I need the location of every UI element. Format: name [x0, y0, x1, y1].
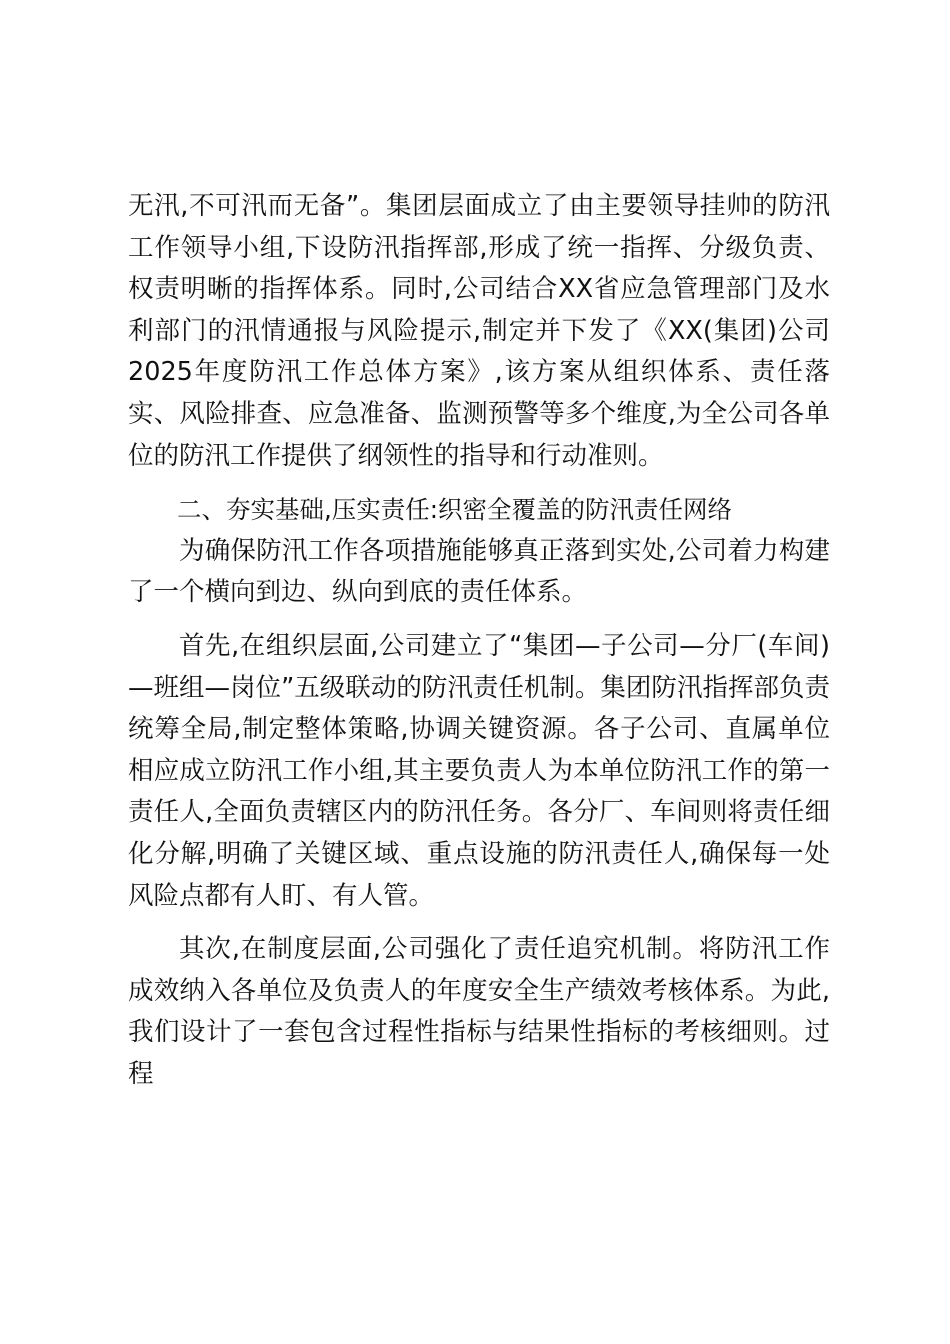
section-heading: 二、夯实基础,压实责任:织密全覆盖的防汛责任网络	[177, 495, 733, 525]
paragraph-intro: 为确保防汛工作各项措施能够真正落到实处,公司着力构建了一个横向到边、纵向到底的责任体系。	[128, 535, 830, 608]
paragraph-organization: 首先,在组织层面,公司建立了“集团—子公司—分厂(车间)—班组—岗位”五级联动的防汛责任机制。集团防汛指挥部负责统筹全局,制定整体策略,协调关键资源。各子公司、直属单位相应成立防汛工作小组,其主要负责人为本单位防汛工作的第一责任人,全面负责辖区内的防汛任务。各分厂、车间则将责任细化分解,明确了关键区域、重点设施的防汛责任人,确保每一处风险点都有人盯、有人管。	[128, 630, 830, 911]
paragraph-system: 其次,在制度层面,公司强化了责任追究机制。将防汛工作成效纳入各单位及负责人的年度安全生产绩效考核体系。为此,我们设计了一套包含过程性指标与结果性指标的考核细则。过程	[128, 934, 830, 1089]
paragraph-continuation: 无汛,不可汛而无备”。集团层面成立了由主要领导挂帅的防汛工作领导小组,下设防汛指挥部,形成了统一指挥、分级负责、权责明晰的指挥体系。同时,公司结合XX省应急管理部门及水利部门的汛情通报与风险提示,制定并下发了《XX(集团)公司2025年度防汛工作总体方案》,该方案从组织体系、责任落实、风险排查、应急准备、监测预警等多个维度,为全公司各单位的防汛工作提供了纲领性的指导和行动准则。	[128, 191, 830, 471]
document-body	[128, 186, 830, 1095]
